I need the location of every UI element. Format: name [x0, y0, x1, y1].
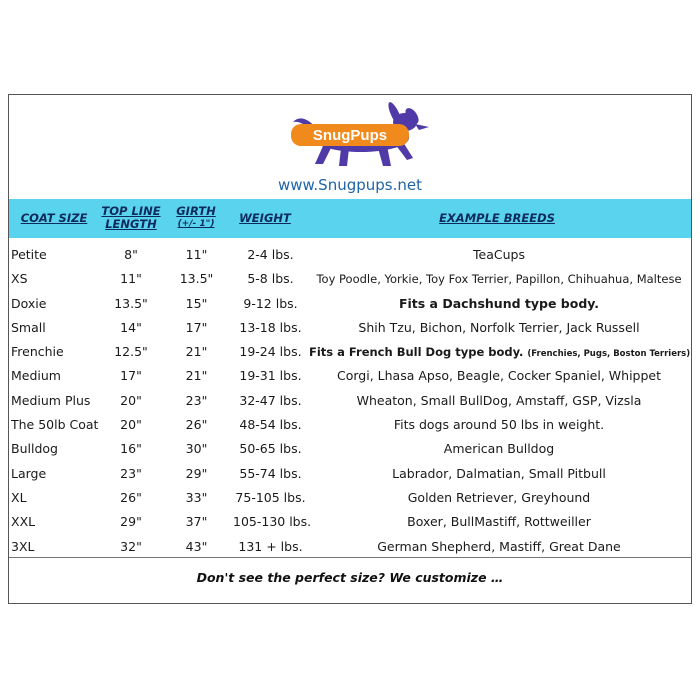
weight-cell: 105-130 lbs.	[233, 514, 312, 530]
weight-cell: 50-65 lbs.	[239, 441, 302, 457]
header-coat-size: COAT SIZE	[20, 211, 88, 225]
weight-cell: 13-18 lbs.	[239, 319, 302, 335]
top-line-cell: 12.5"	[114, 344, 148, 360]
table-row	[9, 413, 691, 437]
breeds-cell-note: (Frenchies, Pugs, Boston Terriers)	[527, 349, 691, 360]
coat-size-cell: 3XL	[11, 538, 35, 554]
girth-cell: 26"	[185, 417, 208, 433]
site-url-link[interactable]: www.Snugpups.net	[277, 176, 422, 194]
weight-cell: 48-54 lbs.	[239, 417, 302, 433]
table-row	[9, 316, 691, 340]
coat-size-cell: Doxie	[11, 295, 47, 311]
girth-cell: 43"	[185, 538, 208, 554]
top-line-cell: 20"	[120, 392, 142, 408]
size-table	[9, 243, 691, 559]
weight-cell: 55-74 lbs.	[239, 465, 302, 481]
weight-cell: 19-31 lbs.	[239, 368, 302, 384]
coat-size-cell: Medium Plus	[11, 392, 91, 408]
top-line-cell: 29"	[120, 514, 142, 530]
top-line-cell: 32"	[120, 538, 142, 554]
top-line-cell: 13.5"	[114, 295, 148, 311]
coat-size-cell: The 50lb Coat	[11, 417, 99, 433]
table-header	[9, 199, 691, 238]
footer-divider	[9, 557, 691, 558]
top-line-cell: 16"	[120, 441, 142, 457]
snugpups-logo	[283, 100, 433, 170]
top-line-cell: 8"	[124, 247, 138, 262]
coat-size-cell: XL	[11, 489, 27, 505]
top-line-cell: 11"	[120, 271, 142, 287]
top-line-cell: 14"	[120, 319, 142, 335]
weight-cell: 2-4 lbs.	[247, 247, 294, 262]
header-example-breeds: EXAMPLE BREEDS	[439, 211, 555, 225]
table-row	[9, 389, 691, 413]
girth-cell: 11"	[185, 247, 208, 262]
coat-size-cell: Small	[11, 319, 46, 335]
breeds-cell: Golden Retriever, Greyhound	[407, 489, 591, 505]
breeds-cell: German Shepherd, Mastiff, Great Dane	[377, 538, 621, 554]
girth-cell: 17"	[185, 319, 208, 335]
header-girth-1: GIRTH	[176, 204, 216, 218]
breeds-cell: Toy Poodle, Yorkie, Toy Fox Terrier, Papillon, Chihuahua, Maltese	[316, 272, 682, 287]
coat-size-cell: Frenchie	[11, 344, 64, 360]
girth-cell: 33"	[185, 489, 208, 505]
table-row	[9, 364, 691, 388]
table-row	[9, 243, 691, 267]
table-row	[9, 486, 691, 510]
table-row	[9, 510, 691, 534]
weight-cell: 32-47 lbs.	[239, 392, 302, 408]
table-row	[9, 292, 691, 316]
girth-cell: 23"	[185, 392, 208, 408]
header-weight: WEIGHT	[239, 211, 291, 225]
table-row	[9, 340, 691, 364]
breeds-cell: American Bulldog	[443, 441, 555, 457]
girth-cell: 29"	[185, 465, 208, 481]
header-top-line-2: LENGTH	[105, 217, 157, 231]
weight-cell: 9-12 lbs.	[243, 295, 298, 311]
weight-cell: 5-8 lbs.	[247, 271, 294, 287]
girth-cell: 21"	[185, 344, 208, 360]
breeds-cell: Labrador, Dalmatian, Small Pitbull	[392, 465, 606, 481]
customize-note: Don't see the perfect size? We customize …	[196, 570, 504, 585]
coat-size-cell: XS	[11, 271, 28, 287]
header-top-line-1: TOP LINE	[101, 204, 161, 218]
coat-size-cell: Petite	[11, 247, 47, 262]
breeds-cell	[309, 340, 689, 366]
top-line-cell: 23"	[120, 465, 142, 481]
weight-cell: 131 + lbs.	[238, 538, 303, 554]
top-line-cell: 17"	[120, 368, 142, 384]
breeds-cell: TeaCups	[473, 247, 525, 262]
girth-cell: 37"	[185, 514, 208, 530]
breeds-cell: Shih Tzu, Bichon, Norfolk Terrier, Jack Russell	[358, 319, 640, 335]
girth-cell: 13.5"	[179, 271, 214, 287]
breeds-cell: Fits a Dachshund type body.	[398, 295, 600, 311]
table-row	[9, 535, 691, 559]
breeds-cell-main: Fits a French Bull Dog type body.	[309, 345, 524, 360]
header-girth-2: (+/- 1")	[177, 219, 215, 229]
coat-size-cell: XXL	[11, 514, 36, 530]
header-girth	[167, 205, 225, 231]
weight-cell: 19-24 lbs.	[239, 344, 302, 360]
table-row	[9, 462, 691, 486]
table-row	[9, 267, 691, 291]
weight-cell: 75-105 lbs.	[235, 489, 306, 505]
header-top-line	[97, 205, 165, 231]
top-line-cell: 26"	[120, 489, 142, 505]
coat-size-cell: Bulldog	[11, 441, 58, 457]
girth-cell: 15"	[185, 295, 208, 311]
girth-cell: 30"	[185, 441, 208, 457]
breeds-cell: Boxer, BullMastiff, Rottweiller	[407, 514, 591, 530]
breeds-cell: Corgi, Lhasa Apso, Beagle, Cocker Spaniel, Whippet	[337, 368, 661, 384]
table-row	[9, 437, 691, 461]
top-line-cell: 20"	[120, 417, 142, 433]
coat-size-cell: Medium	[11, 368, 61, 384]
girth-cell: 21"	[185, 368, 208, 384]
logo-text: SnugPups	[312, 127, 388, 144]
breeds-cell: Wheaton, Small BullDog, Amstaff, GSP, Vizsla	[356, 392, 642, 408]
coat-size-cell: Large	[11, 465, 47, 481]
breeds-cell: Fits dogs around 50 lbs in weight.	[393, 417, 605, 433]
